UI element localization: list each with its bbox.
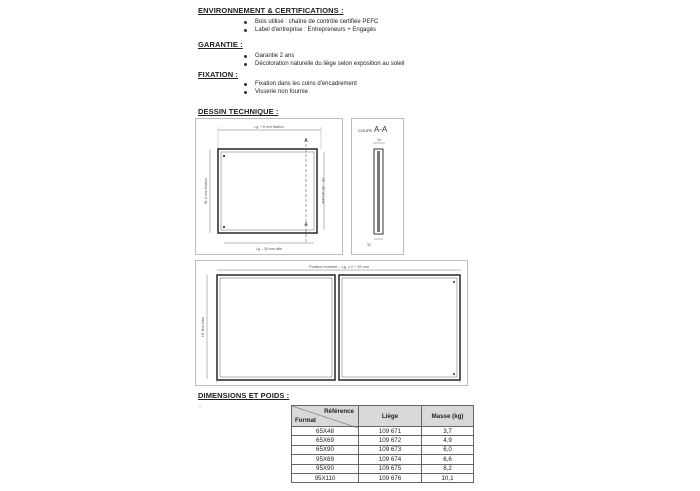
header-masse: Masse (kg) bbox=[422, 406, 474, 427]
guarantee-list bbox=[243, 52, 404, 69]
section-view-drawing bbox=[351, 118, 404, 255]
fixing-hole bbox=[453, 373, 455, 375]
list-item: Garantie 2 ans bbox=[243, 52, 404, 60]
format-cell: 65X48 bbox=[292, 427, 359, 436]
technical-drawing-heading: DESSIN TECHNIQUE : bbox=[198, 107, 279, 116]
table-row bbox=[292, 436, 474, 445]
top-dimension-label: Lg. + 6 mm fixation bbox=[254, 125, 284, 129]
list-item: Décoloration naturelle du liège selon exposition au soleil bbox=[243, 60, 404, 68]
table-row bbox=[292, 473, 474, 482]
double-frame-svg bbox=[196, 261, 467, 385]
table-row bbox=[292, 445, 474, 454]
format-cell: 95X90 bbox=[292, 464, 359, 473]
double-left-dimension: Ht. Non total bbox=[201, 317, 205, 337]
dimensions-note: . bbox=[199, 402, 201, 409]
list-item: Visserie non fournie bbox=[243, 88, 357, 96]
masse-cell: 10,1 bbox=[422, 473, 474, 482]
fixing-hole bbox=[453, 281, 455, 283]
masse-cell: 6,0 bbox=[422, 445, 474, 454]
table-header-row bbox=[292, 406, 474, 427]
right-panel-inner bbox=[342, 278, 457, 377]
list-item: Bois utilisé : chaîne de contrôle certifiée PEFC bbox=[243, 18, 378, 26]
list-item: Label d'entreprise : Entrepreneurs + Engagés bbox=[243, 26, 378, 34]
section-top-dimension: 10 bbox=[377, 138, 381, 142]
guarantee-heading: GARANTIE : bbox=[198, 40, 243, 49]
left-panel-inner bbox=[220, 278, 332, 377]
double-top-dimension: Position extrarite – Lg. x 2 + 15 mm bbox=[309, 265, 369, 269]
table-row bbox=[292, 455, 474, 464]
format-cell: 95X69 bbox=[292, 455, 359, 464]
format-reference-header bbox=[292, 406, 359, 427]
masse-cell: 4,9 bbox=[422, 436, 474, 445]
liege-cell: 109 674 bbox=[359, 455, 422, 464]
format-cell: 95X110 bbox=[292, 473, 359, 482]
format-cell: 65X69 bbox=[292, 436, 359, 445]
liege-cell: 109 671 bbox=[359, 427, 422, 436]
fixing-hole bbox=[223, 155, 225, 157]
dimensions-table bbox=[291, 405, 474, 483]
masse-cell: 8,2 bbox=[422, 464, 474, 473]
masse-cell: 3,7 bbox=[422, 427, 474, 436]
header-format: Format bbox=[295, 417, 316, 424]
liege-cell: 109 675 bbox=[359, 464, 422, 473]
liege-cell: 109 672 bbox=[359, 436, 422, 445]
section-label: COUPE bbox=[358, 128, 373, 133]
masse-cell: 6,6 bbox=[422, 455, 474, 464]
section-bottom-dimension: 32 bbox=[367, 243, 371, 247]
fixing-hole bbox=[223, 226, 225, 228]
list-item: Fixation dans les coins d'encadrement bbox=[243, 80, 357, 88]
format-cell: 65X90 bbox=[292, 445, 359, 454]
fixing-list bbox=[243, 80, 357, 97]
fixing-heading: FIXATION : bbox=[198, 70, 239, 79]
front-view-svg bbox=[196, 119, 342, 254]
liege-cell: 109 673 bbox=[359, 445, 422, 454]
double-frame-drawing bbox=[195, 260, 468, 386]
liege-cell: 109 676 bbox=[359, 473, 422, 482]
bottom-dimension-label: Lg. - 34 mm utile bbox=[255, 247, 283, 251]
dimensions-heading: DIMENSIONS ET POIDS : bbox=[198, 391, 290, 400]
env-heading: ENVIRONNEMENT & CERTIFICATIONS : bbox=[198, 6, 344, 15]
section-mark-bottom: A bbox=[304, 222, 308, 228]
table-row bbox=[292, 464, 474, 473]
header-reference: Référence bbox=[324, 408, 354, 415]
front-view-drawing bbox=[195, 118, 343, 255]
left-dimension-label: Ht. 6 mm fixation bbox=[204, 177, 208, 205]
frame-inner bbox=[221, 152, 314, 230]
section-view-svg bbox=[352, 119, 403, 254]
right-dimension-label: Ht. - 46 mm utile bbox=[321, 178, 325, 204]
header-liege: Liège bbox=[359, 406, 422, 427]
env-list bbox=[243, 18, 378, 35]
section-core bbox=[377, 151, 380, 232]
section-mark-top: A bbox=[304, 138, 308, 144]
section-letters: A-A bbox=[374, 125, 388, 134]
